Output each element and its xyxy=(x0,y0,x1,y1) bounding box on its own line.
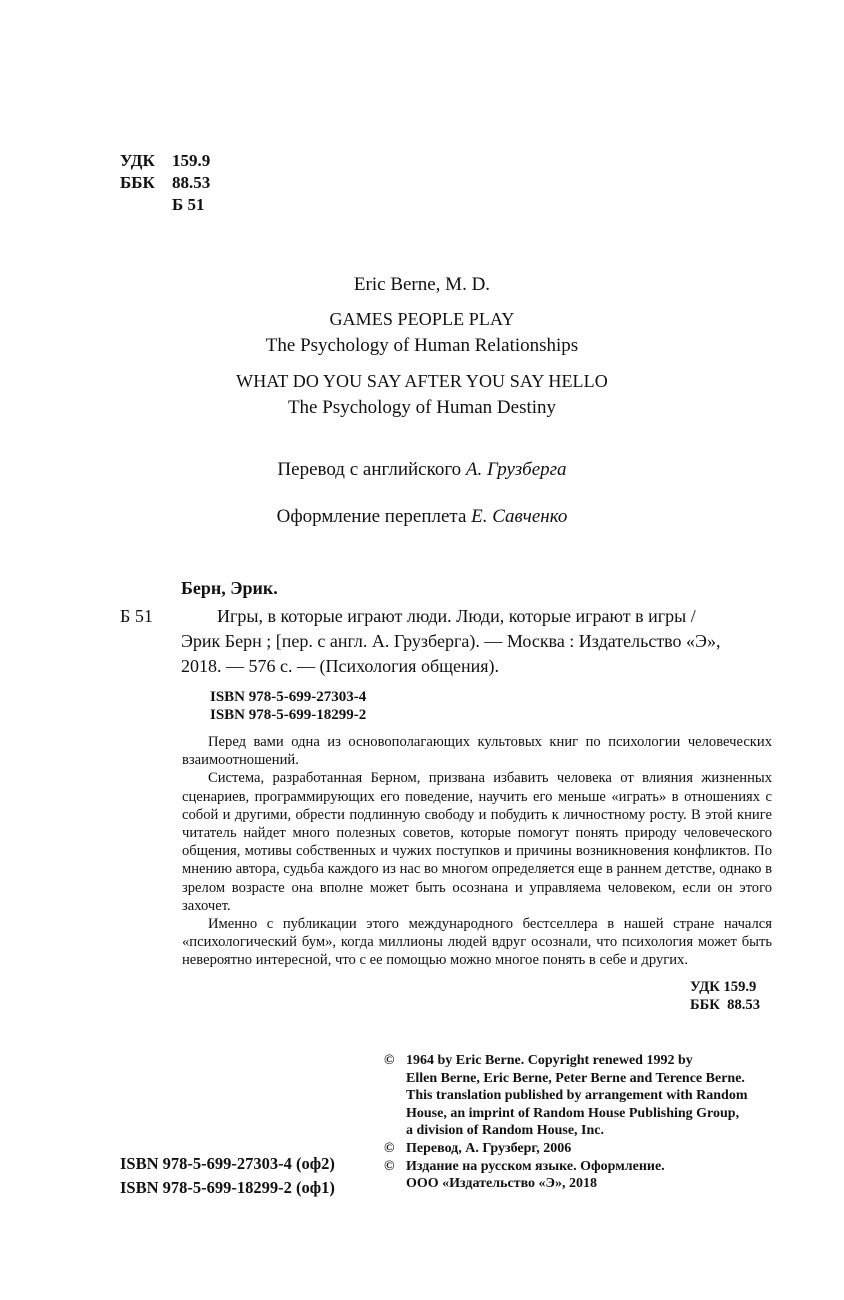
translation-credit xyxy=(0,459,844,481)
original-author: Eric Berne, M. D. xyxy=(353,274,491,295)
record-line-3: 2018. — 576 с. — (Психология общения). xyxy=(181,656,500,676)
bbk-value: 88.53 xyxy=(172,173,211,192)
copyright-3-line-1: Издание на русском языке. Оформление. xyxy=(406,1158,665,1174)
author-mark: Б 51 xyxy=(172,195,205,214)
record-isbn-2: ISBN 978-5-699-18299-2 xyxy=(210,707,367,723)
copyright-1-line-1: 1964 by Eric Berne. Copyright renewed 1992 by xyxy=(406,1053,693,1068)
original-subtitle-1: The Psychology of Human Relationships xyxy=(265,335,579,356)
copyright-1-line-5: a division of Random House, Inc. xyxy=(406,1123,604,1139)
udk-line xyxy=(120,150,210,172)
udk-value: 159.9 xyxy=(172,151,211,170)
cover-credit xyxy=(0,506,844,528)
translation-prefix: Перевод с английского xyxy=(277,459,462,480)
record-isbn-block xyxy=(210,688,366,724)
record-line-2: Эрик Берн ; [пер. с англ. А. Грузберга). — Москва : Издательство «Э», xyxy=(181,631,721,651)
isbn-footer-line-1: ISBN 978-5-699-27303-4 (оф2) xyxy=(120,1154,335,1173)
cover-designer-name: Е. Савченко xyxy=(471,506,568,527)
footer-bbk: ББК 88.53 xyxy=(690,997,761,1013)
copyright-block xyxy=(384,1052,748,1193)
classification-block xyxy=(120,150,210,216)
original-title-1: GAMES PEOPLE PLAY xyxy=(329,309,515,329)
copyright-symbol: © xyxy=(384,1140,395,1156)
record-heading: Берн, Эрик. xyxy=(181,578,278,598)
copyright-1-line-4: House, an imprint of Random House Publishing Group, xyxy=(406,1105,740,1121)
footer-classification xyxy=(690,978,760,1014)
footer-udk: УДК 159.9 xyxy=(690,979,757,995)
copyright-2-text: Перевод, А. Грузберг, 2006 xyxy=(406,1140,572,1156)
cover-prefix: Оформление переплета xyxy=(276,506,467,527)
annotation xyxy=(182,733,772,970)
copyright-entry-3 xyxy=(384,1158,748,1176)
copyright-entry-2 xyxy=(384,1140,748,1158)
isbn-footer xyxy=(120,1152,335,1200)
copyright-symbol: © xyxy=(384,1158,395,1174)
record-line-1: Игры, в которые играют люди. Люди, которые играют в игры / xyxy=(217,606,696,626)
author-mark-line xyxy=(120,194,210,216)
copyright-1-line-2: Ellen Berne, Eric Berne, Peter Berne and Terence Berne. xyxy=(406,1070,745,1086)
original-title-2: WHAT DO YOU SAY AFTER YOU SAY HELLO xyxy=(236,371,608,391)
isbn-footer-line-2: ISBN 978-5-699-18299-2 (оф1) xyxy=(120,1178,335,1197)
annotation-paragraph-3: Именно с публикации этого международного бестселлера в нашей стране начался «психологический бум», когда миллионы людей вдруг осознали, что психология может быть невероятно интересной, что с ее помощью можно многое понять в себе и других. xyxy=(182,916,772,969)
translator-name: А. Грузберга xyxy=(465,459,567,480)
copyright-1-line-3: This translation published by arrangement with Random xyxy=(406,1088,748,1104)
bbk-label: ББК xyxy=(120,173,155,192)
bbk-line xyxy=(120,172,210,194)
original-subtitle-2: The Psychology of Human Destiny xyxy=(287,397,557,418)
record-description xyxy=(181,604,773,679)
annotation-paragraph-1: Перед вами одна из основополагающих культовых книг по психологии человеческих взаимоотношений. xyxy=(182,734,772,769)
copyright-3-line-2: ООО «Издательство «Э», 2018 xyxy=(406,1176,598,1192)
copyright-symbol: © xyxy=(384,1053,395,1068)
udk-label: УДК xyxy=(120,151,155,170)
copyright-entry-1 xyxy=(384,1052,748,1070)
record-mark: Б 51 xyxy=(120,606,153,626)
annotation-paragraph-2: Система, разработанная Берном, призвана избавить человека от влияния жизненных сценариев, программирующих его поведение, научить его меньше «играть» в отношениях с собой и другими, обрести подлинную свободу и побудить к личностному росту. В этой книге читатель найдет много полезных советов, которые помогут понять природу человеческого общения, мотивы собственных и чужих поступков и причины возникновения конфликтов. По мнению автора, судьба каждого из нас во многом определяется еще в раннем детстве, однако в зрелом возрасте она вполне может быть осознана и управляема человеком, если он этого захочет. xyxy=(182,770,772,914)
record-isbn-1: ISBN 978-5-699-27303-4 xyxy=(210,689,367,705)
